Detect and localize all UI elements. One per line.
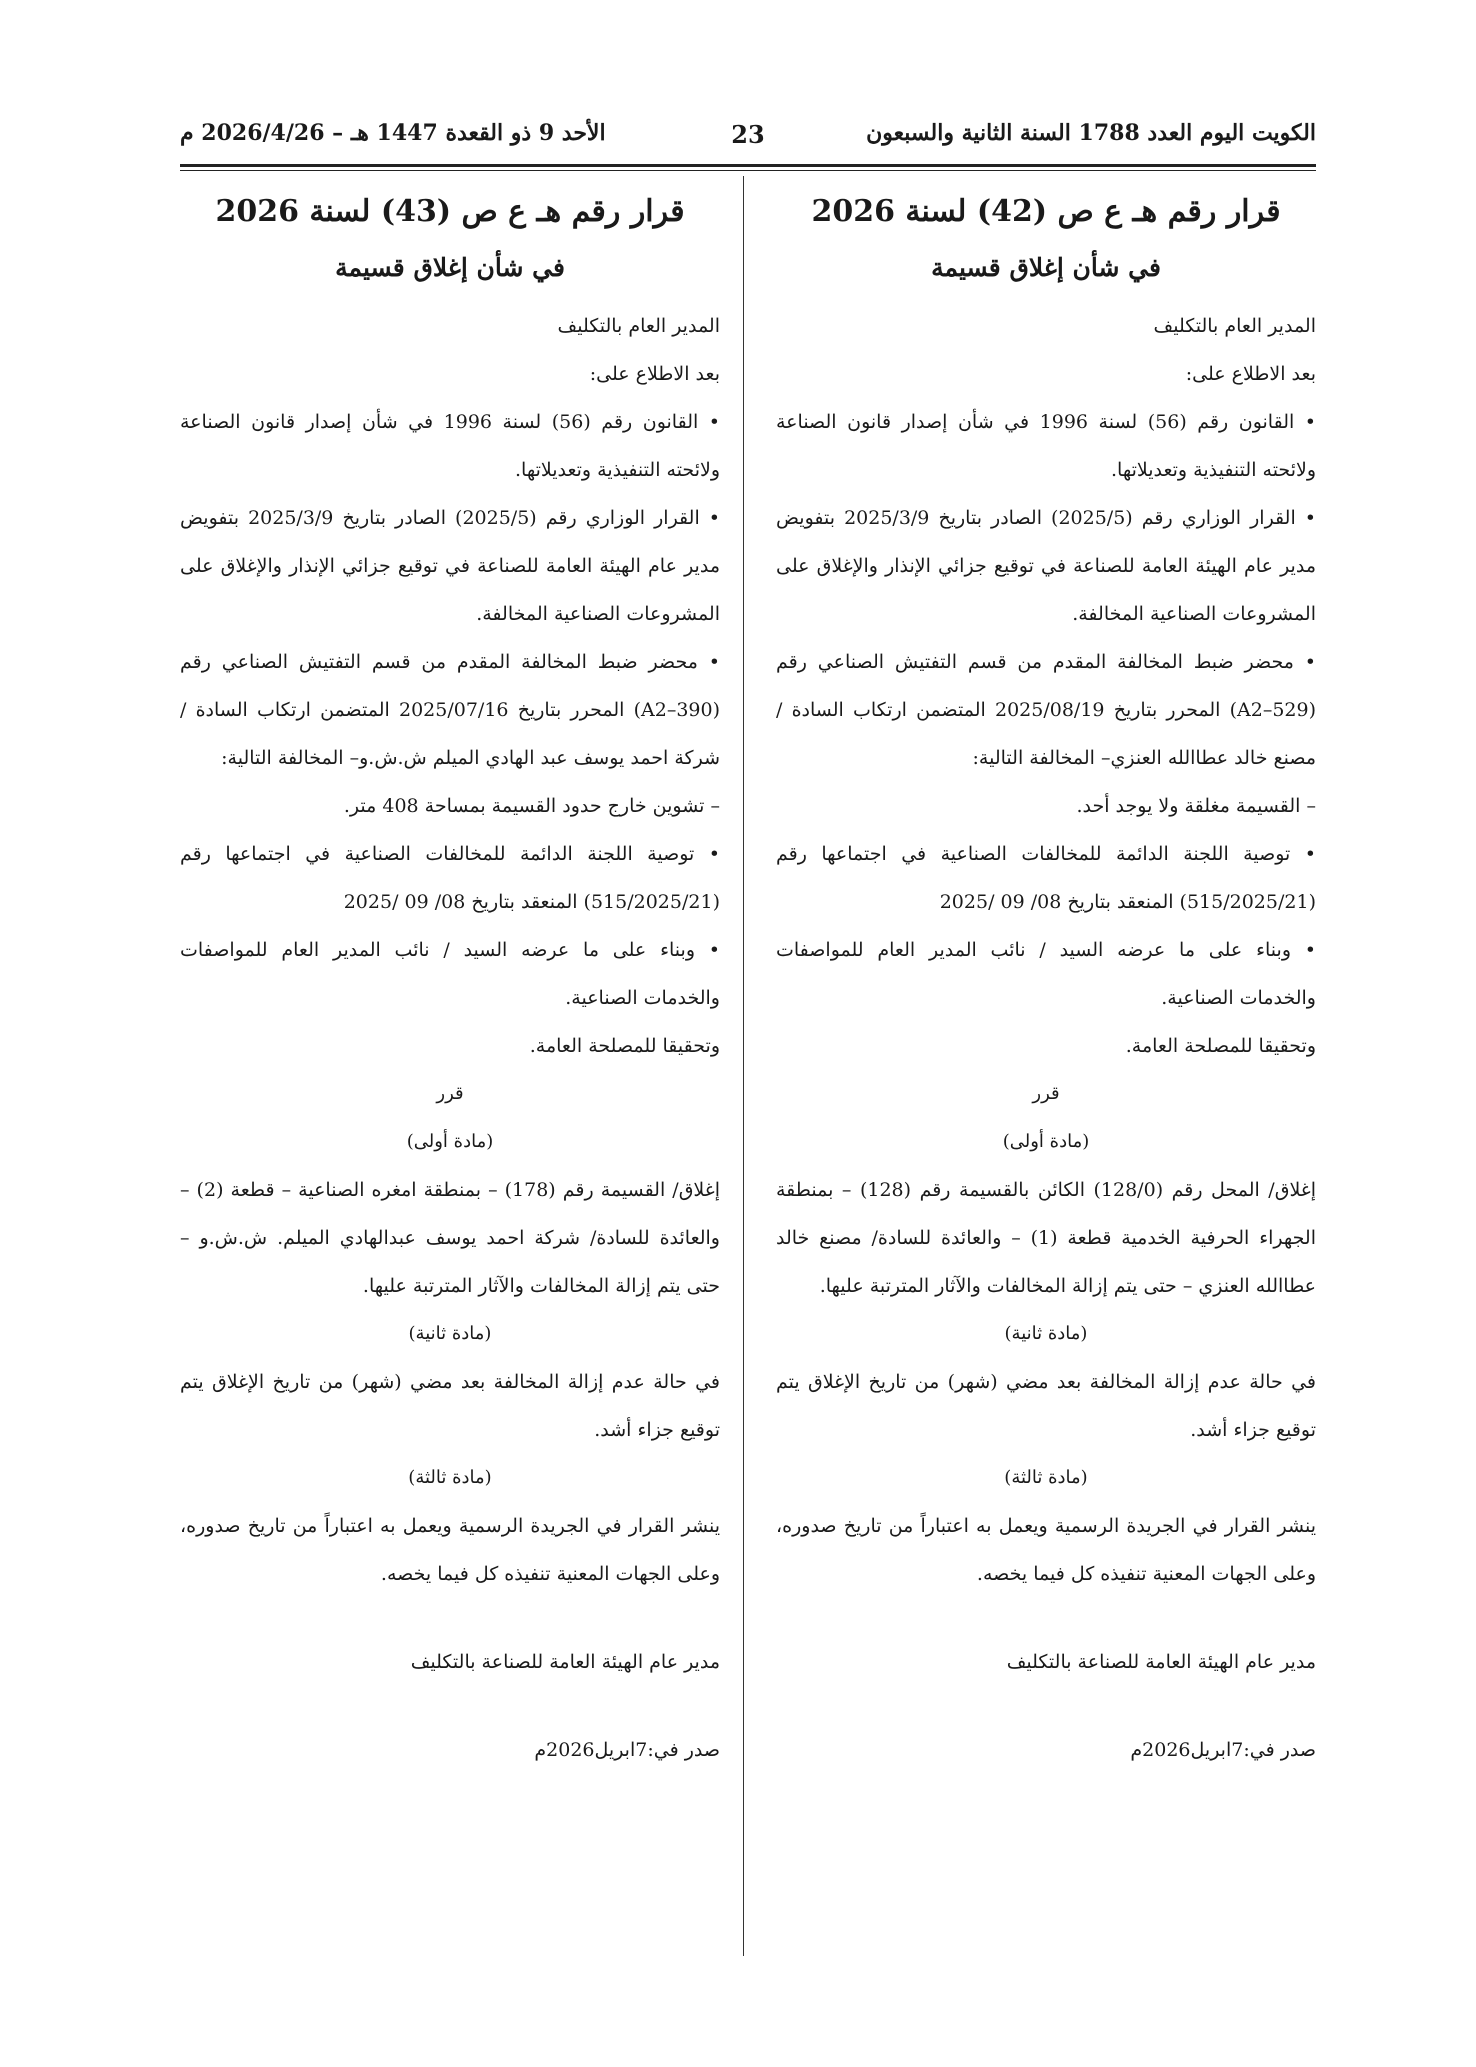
- issued-date: صدر في:7ابريل2026م: [1130, 1739, 1316, 1761]
- issued-date: صدر في:7ابريل2026م: [534, 1739, 720, 1761]
- decision-subtitle: في شأن إغلاق قسيمة: [931, 253, 1161, 282]
- header-rule-thick: [180, 164, 1316, 167]
- decision-subtitle: في شأن إغلاق قسيمة: [335, 253, 565, 282]
- preamble-item-2: • القرار الوزاري رقم (2025/5) الصادر بتاريخ 2025/3/9 بتفويض مدير عام الهيئة العامة للصناعة في توقيع جزائي الإنذار والإغلاق على المشروعات الصناعية المخالفة.: [180, 507, 720, 625]
- violation-line: – القسيمة مغلقة ولا يوجد أحد.: [1076, 795, 1316, 817]
- article-3-text: ينشر القرار في الجريدة الرسمية ويعمل به اعتباراً من تاريخ صدوره، وعلى الجهات المعنية تنفيذه كل فيما يخصه.: [776, 1515, 1316, 1585]
- preamble-item-4: • توصية اللجنة الدائمة للمخالفات الصناعية في اجتماعها رقم (515/2025/21) المنعقد بتاريخ 08/ 09 /2025: [776, 843, 1316, 913]
- decided-heading: قرر: [1032, 1083, 1060, 1104]
- article-3-heading: (مادة ثالثة): [1004, 1467, 1088, 1488]
- preamble-item-3: • محضر ضبط المخالفة المقدم من قسم التفتيش الصناعي رقم (A2–529) المحرر بتاريخ 2025/08/19 المتضمن ارتكاب السادة / مصنع خالد عطاالله العنزي– المخالفة التالية:: [776, 651, 1317, 769]
- decision-42-column: [776, 186, 1316, 1774]
- article-2-text: في حالة عدم إزالة المخالفة بعد مضي (شهر) من تاريخ الإغلاق يتم توقيع جزاء أشد.: [180, 1371, 720, 1441]
- decision-title: قرار رقم هـ ع ص (42) لسنة 2026: [811, 194, 1281, 229]
- director-line: المدير العام بالتكليف: [557, 315, 720, 337]
- preamble-item-2: • القرار الوزاري رقم (2025/5) الصادر بتاريخ 2025/3/9 بتفويض مدير عام الهيئة العامة للصناعة في توقيع جزائي الإنذار والإغلاق على المشروعات الصناعية المخالفة.: [776, 507, 1316, 625]
- after-review-line: بعد الاطلاع على:: [1185, 363, 1316, 385]
- decided-heading: قرر: [436, 1083, 464, 1104]
- preamble-item-4: • توصية اللجنة الدائمة للمخالفات الصناعية في اجتماعها رقم (515/2025/21) المنعقد بتاريخ 08/ 09 /2025: [180, 843, 720, 913]
- header-date: الأحد 9 ذو القعدة 1447 هـ – 2026/4/26 م: [180, 120, 606, 146]
- public-interest-line: وتحقيقا للمصلحة العامة.: [529, 1035, 720, 1057]
- preamble-item-3: • محضر ضبط المخالفة المقدم من قسم التفتيش الصناعي رقم (A2–390) المحرر بتاريخ 2025/07/16 المتضمن ارتكاب السادة / شركة احمد يوسف عبد الهادي الميلم ش.ش.و– المخالفة التالية:: [180, 651, 721, 769]
- decision-43-column: [180, 186, 720, 1774]
- preamble-item-5: • وبناء على ما عرضه السيد / نائب المدير العام للمواصفات والخدمات الصناعية.: [180, 939, 720, 1009]
- violation-line: – تشوين خارج حدود القسيمة بمساحة 408 متر.: [343, 795, 720, 817]
- header-publication: الكويت اليوم العدد 1788 السنة الثانية والسبعون: [866, 120, 1316, 146]
- article-3-text: ينشر القرار في الجريدة الرسمية ويعمل به اعتباراً من تاريخ صدوره، وعلى الجهات المعنية تنفيذه كل فيما يخصه.: [180, 1515, 720, 1585]
- decision-title: قرار رقم هـ ع ص (43) لسنة 2026: [215, 194, 685, 229]
- header-rule-thin: [180, 170, 1316, 171]
- article-1-text: إغلاق/ القسيمة رقم (178) – بمنطقة امغره الصناعية – قطعة (2) – والعائدة للسادة/ شركة احمد يوسف عبدالهادي الميلم. ش.ش.و – حتى يتم إزالة المخالفات والآثار المترتبة عليها.: [180, 1179, 720, 1297]
- header-page-number: 23: [731, 120, 765, 149]
- after-review-line: بعد الاطلاع على:: [589, 363, 720, 385]
- article-2-text: في حالة عدم إزالة المخالفة بعد مضي (شهر) من تاريخ الإغلاق يتم توقيع جزاء أشد.: [776, 1371, 1316, 1441]
- director-line: المدير العام بالتكليف: [1153, 315, 1316, 337]
- signature-line: مدير عام الهيئة العامة للصناعة بالتكليف: [1006, 1651, 1316, 1673]
- public-interest-line: وتحقيقا للمصلحة العامة.: [1125, 1035, 1316, 1057]
- article-2-heading: (مادة ثانية): [1004, 1323, 1088, 1344]
- article-1-heading: (مادة أولى): [1002, 1131, 1090, 1152]
- preamble-item-5: • وبناء على ما عرضه السيد / نائب المدير العام للمواصفات والخدمات الصناعية.: [776, 939, 1316, 1009]
- column-divider: [743, 176, 744, 1956]
- article-1-heading: (مادة أولى): [406, 1131, 494, 1152]
- preamble-item-1: • القانون رقم (56) لسنة 1996 في شأن إصدار قانون الصناعة ولائحته التنفيذية وتعديلاتها.: [180, 411, 721, 481]
- signature-line: مدير عام الهيئة العامة للصناعة بالتكليف: [410, 1651, 720, 1673]
- preamble-item-1: • القانون رقم (56) لسنة 1996 في شأن إصدار قانون الصناعة ولائحته التنفيذية وتعديلاتها.: [776, 411, 1317, 481]
- page-header: [180, 120, 1316, 160]
- article-2-heading: (مادة ثانية): [408, 1323, 492, 1344]
- article-1-text: إغلاق/ المحل رقم (128/0) الكائن بالقسيمة رقم (128) – بمنطقة الجهراء الحرفية الخدمية قطعة (1) – والعائدة للسادة/ مصنع خالد عطاالله العنزي – حتى يتم إزالة المخالفات والآثار المترتبة عليها.: [776, 1179, 1316, 1297]
- article-3-heading: (مادة ثالثة): [408, 1467, 492, 1488]
